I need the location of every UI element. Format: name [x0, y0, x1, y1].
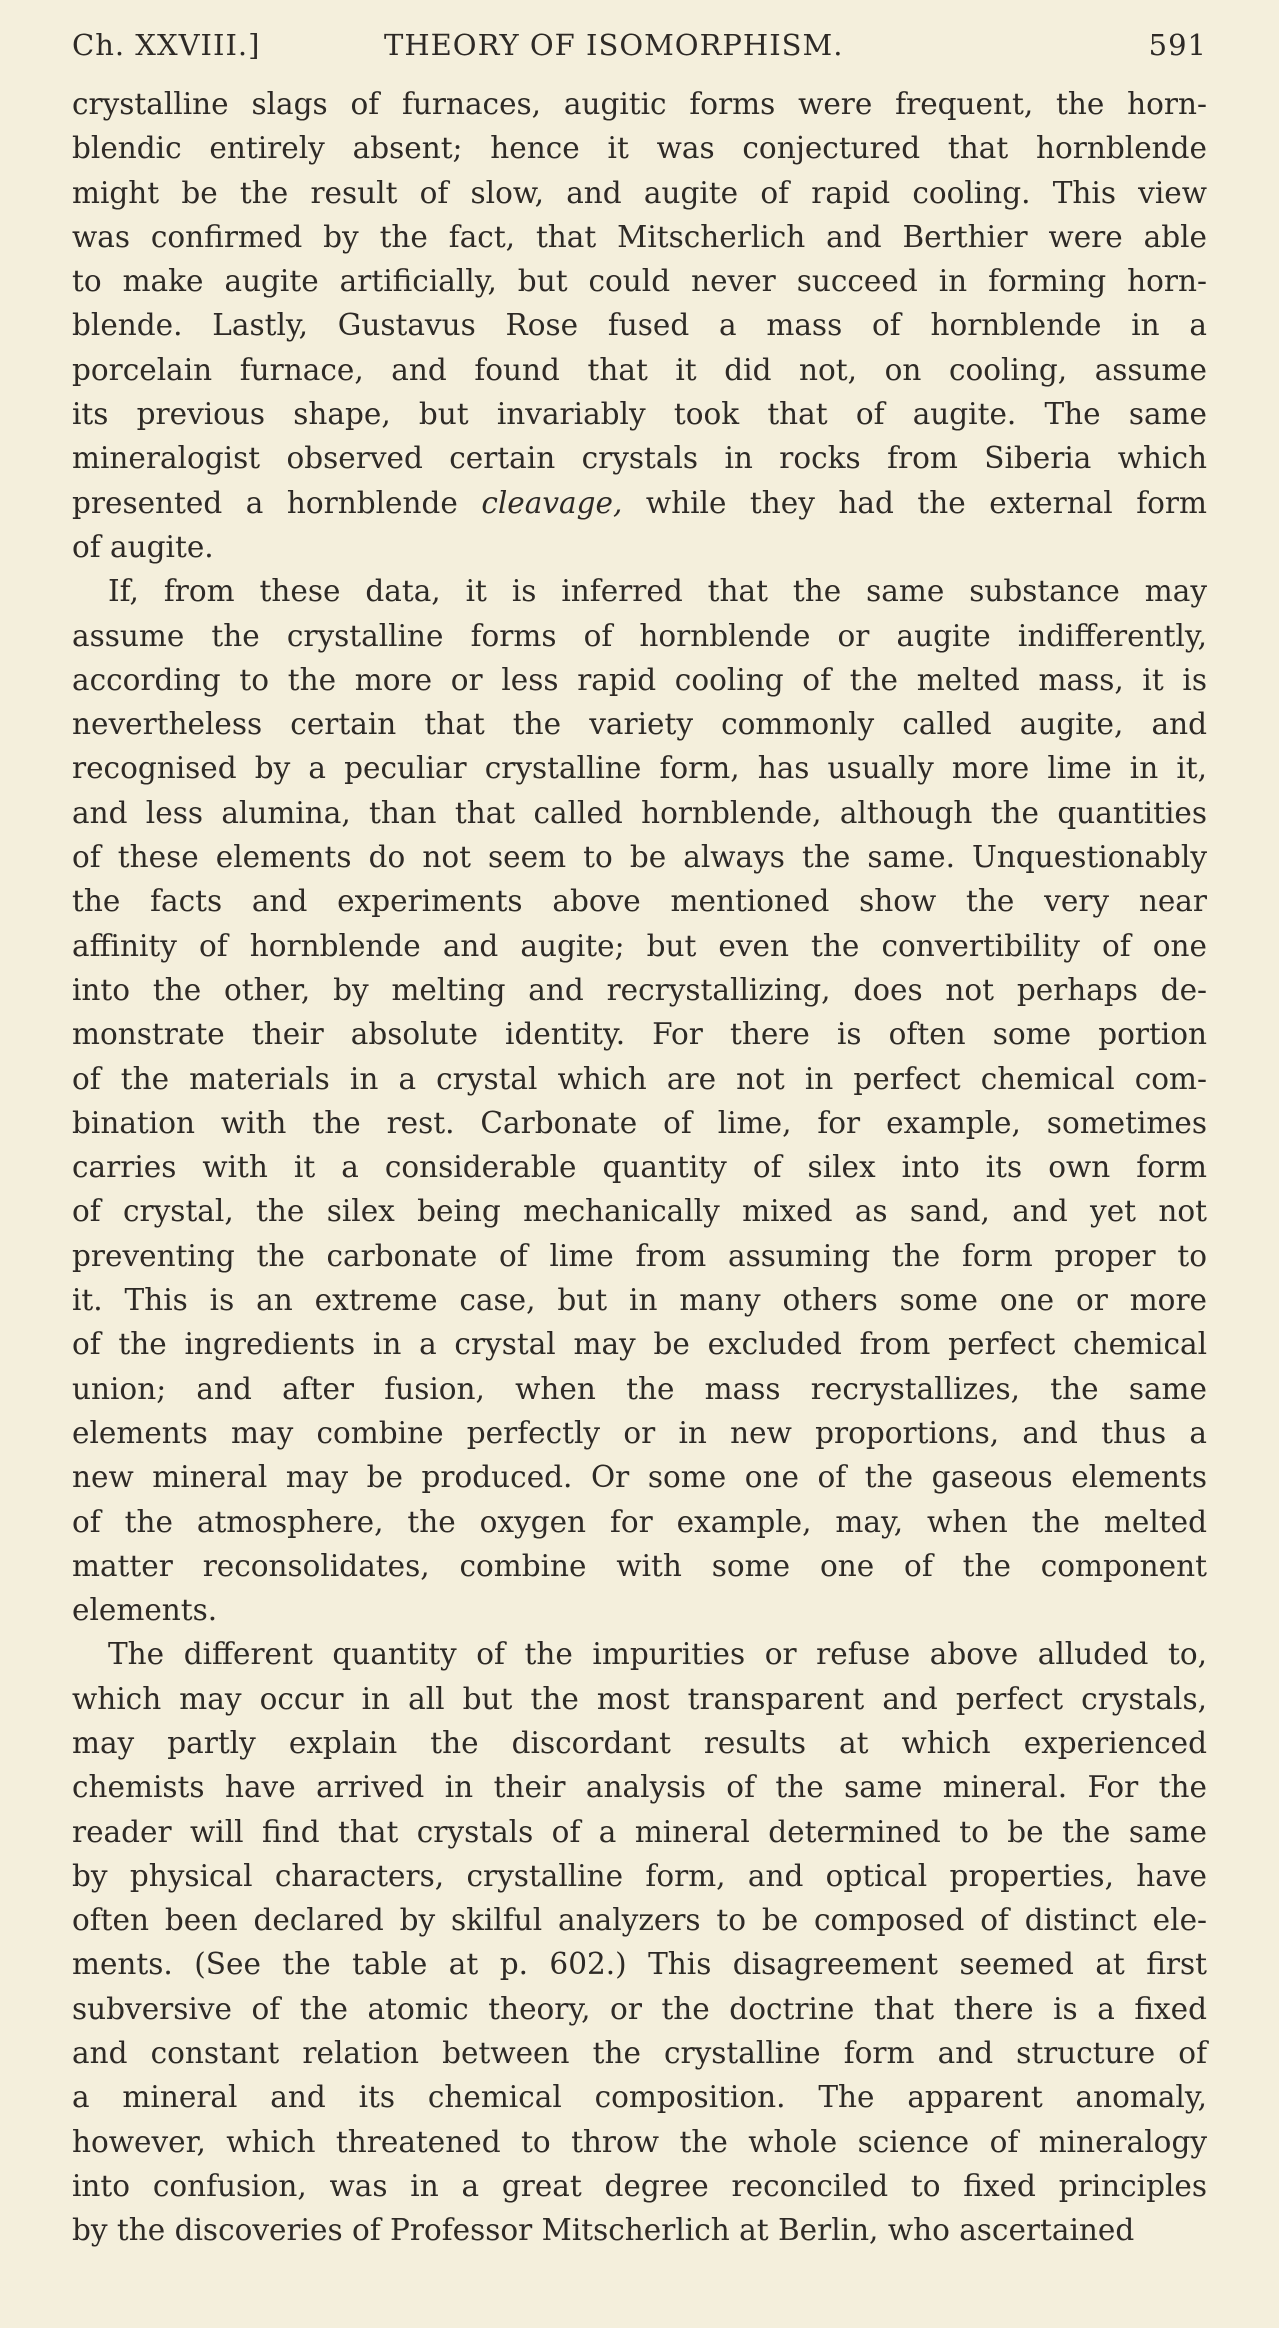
text-line: elements. [72, 1593, 218, 1628]
text-line: by the discoveries of Professor Mitscherlich at Berlin, who ascertained [72, 2213, 1135, 2248]
text-line: ments. (See the table at p. 602.) This disagreement seemed at first [72, 1947, 1207, 1982]
text-line: bination with the rest. Carbonate of lime, for example, sometimes [72, 1105, 1207, 1140]
text-line: of augite. [72, 529, 214, 564]
text-line: of the materials in a crystal which are not in perfect chemical com- [72, 1061, 1207, 1096]
text-line: according to the more or less rapid cooling of the melted mass, it is [72, 662, 1207, 697]
text-line: to make augite artificially, but could never succeed in forming horn- [72, 264, 1207, 299]
running-header [72, 28, 1207, 68]
text-line: If, from these data, it is inferred that the same substance may [108, 574, 1207, 609]
text-line: a mineral and its chemical composition. The apparent anomaly, [72, 2080, 1207, 2115]
text-line: reader will find that crystals of a mineral determined to be the same [72, 1814, 1207, 1849]
text-line: blendic entirely absent; hence it was conjectured that hornblende [72, 131, 1207, 166]
text-line: nevertheless certain that the variety commonly called augite, and [72, 707, 1207, 742]
text-line: it. This is an extreme case, but in many others some one or more [72, 1283, 1207, 1318]
text-line: affinity of hornblende and augite; but even the convertibility of one [72, 928, 1207, 963]
text-line: subversive of the atomic theory, or the doctrine that there is a fixed [72, 1991, 1207, 2026]
page-title: THEORY OF ISOMORPHISM. [384, 28, 844, 62]
text-line: preventing the carbonate of lime from assuming the form proper to [72, 1238, 1207, 1273]
chapter-label: Ch. XXVIII.] [72, 28, 261, 62]
text-line: matter reconsolidates, combine with some one of the component [72, 1548, 1207, 1583]
text-line: of these elements do not seem to be always the same. Unquestionably [72, 840, 1207, 875]
text-line: of crystal, the silex being mechanically mixed as sand, and yet not [72, 1194, 1207, 1229]
page-number: 591 [1148, 28, 1207, 62]
text-line: the facts and experiments above mentioned show the very near [72, 884, 1207, 919]
text-line: was confirmed by the fact, that Mitscherlich and Berthier were able [72, 219, 1207, 254]
text-line: its previous shape, but invariably took that of augite. The same [72, 397, 1207, 432]
text-line: of the ingredients in a crystal may be excluded from perfect chemical [72, 1327, 1207, 1362]
text-line: elements may combine perfectly or in new proportions, and thus a [72, 1415, 1207, 1450]
text-line: may partly explain the discordant results at which experienced [72, 1725, 1207, 1760]
text-line: might be the result of slow, and augite of rapid cooling. This view [72, 175, 1207, 210]
text-segment: presented a hornblende [72, 485, 482, 520]
italic-term: cleavage, [481, 485, 623, 520]
text-line: carries with it a considerable quantity of silex into its own form [72, 1150, 1207, 1185]
text-line: assume the crystalline forms of hornblende or augite indifferently, [72, 618, 1207, 653]
text-line: chemists have arrived in their analysis of the same mineral. For the [72, 1770, 1207, 1805]
text-line: union; and after fusion, when the mass recrystallizes, the same [72, 1371, 1207, 1406]
text-line: The different quantity of the impurities or refuse above alluded to, [108, 1637, 1207, 1672]
text-line [72, 481, 1207, 525]
text-line: porcelain furnace, and found that it did not, on cooling, assume [72, 352, 1207, 387]
text-segment: while they had the external form [622, 485, 1208, 520]
text-line: and constant relation between the crystalline form and structure of [72, 2036, 1207, 2071]
text-line: of the atmosphere, the oxygen for example, may, when the melted [72, 1504, 1207, 1539]
text-line: new mineral may be produced. Or some one of the gaseous elements [72, 1460, 1207, 1495]
text-line: which may occur in all but the most transparent and perfect crystals, [72, 1681, 1207, 1716]
body-text [72, 82, 1207, 2253]
text-line: monstrate their absolute identity. For there is often some portion [72, 1017, 1207, 1052]
text-line: often been declared by skilful analyzers to be composed of distinct ele- [72, 1903, 1207, 1938]
text-line: however, which threatened to throw the whole science of mineralogy [72, 2124, 1207, 2159]
text-line: into confusion, was in a great degree reconciled to fixed principles [72, 2168, 1207, 2203]
text-line: into the other, by melting and recrystallizing, does not perhaps de- [72, 972, 1207, 1007]
text-line: crystalline slags of furnaces, augitic forms were frequent, the horn- [72, 87, 1207, 121]
text-line: and less alumina, than that called hornblende, although the quantities [72, 795, 1207, 830]
text-line: recognised by a peculiar crystalline form, has usually more lime in it, [72, 751, 1207, 786]
text-line: mineralogist observed certain crystals in rocks from Siberia which [72, 441, 1207, 476]
text-line: blende. Lastly, Gustavus Rose fused a mass of hornblende in a [72, 308, 1207, 343]
text-line: by physical characters, crystalline form, and optical properties, have [72, 1858, 1207, 1893]
